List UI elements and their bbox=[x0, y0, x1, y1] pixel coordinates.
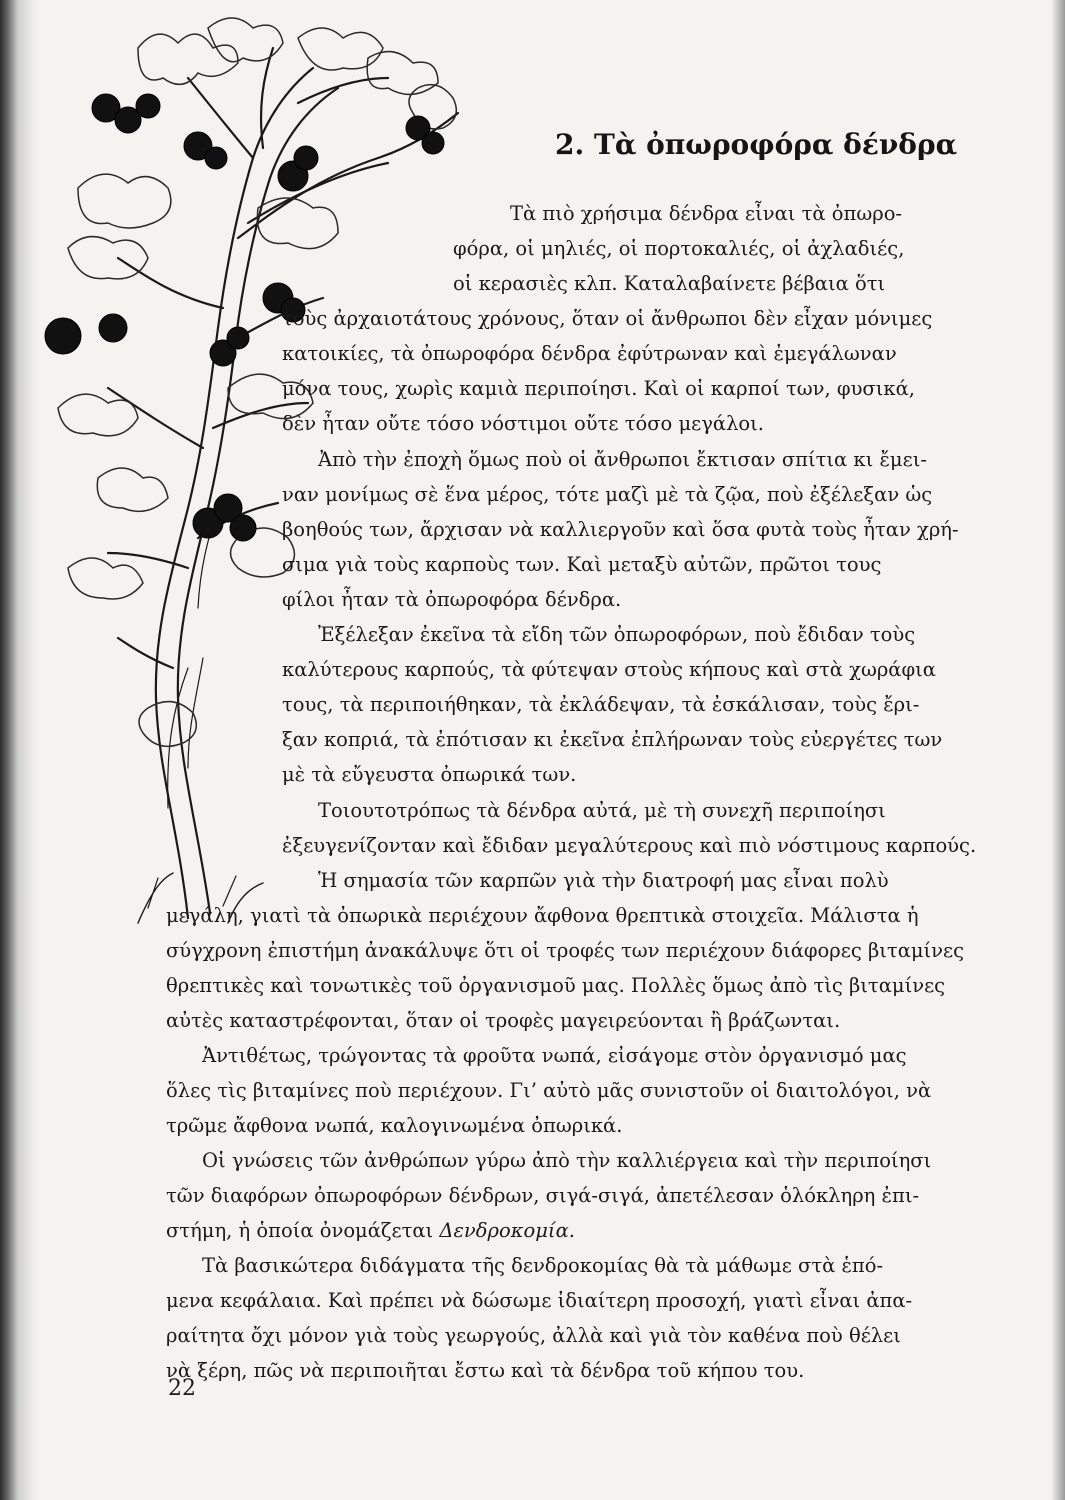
body-line: Ἀντιθέτως, τρώγοντας τὰ φροῦτα νωπά, εἰσάγομε στὸν ὀργανισμό μας bbox=[202, 1044, 907, 1067]
body-line: τρῶμε ἄφθονα νωπά, καλογινωμένα ὀπωρικά. bbox=[166, 1114, 623, 1137]
body-line: ὅλες τὶς βιταμίνες ποὺ περιέχουν. Γι’ αὐτὸ μᾶς συνιστοῦν οἱ διαιτολόγοι, νὰ bbox=[166, 1079, 932, 1102]
page-right-shadow bbox=[1051, 0, 1065, 1500]
body-line: καλύτερους καρπούς, τὰ φύτεψαν στοὺς κήπους καὶ στὰ χωράφια bbox=[282, 658, 936, 681]
body-line: βοηθούς των, ἄρχισαν νὰ καλλιεργοῦν καὶ ὅσα φυτὰ τοὺς ἦταν χρή- bbox=[282, 518, 959, 541]
body-line: δὲν ἦταν οὔτε τόσο νόστιμοι οὔτε τόσο μεγάλοι. bbox=[282, 412, 765, 435]
body-line: τους, τὰ περιποιήθηκαν, τὰ ἐκλάδεψαν, τὰ ἐσκάλισαν, τοὺς ἔρι- bbox=[282, 693, 920, 716]
page-number: 22 bbox=[168, 1376, 196, 1401]
body-line: Τὰ βασικώτερα διδάγματα τῆς δενδροκομίας θὰ τὰ μάθωμε στὰ ἑπό- bbox=[202, 1254, 884, 1277]
body-line: ναν μονίμως σὲ ἕνα μέρος, τότε μαζὶ μὲ τὰ ζῷα, ποὺ ἐξέλεξαν ὡς bbox=[282, 483, 933, 506]
body-line: μὲ τὰ εὔγευστα ὀπωρικά των. bbox=[282, 763, 577, 786]
body-line: τοὺς ἀρχαιοτάτους χρόνους, ὅταν οἱ ἄνθρωποι δὲν εἶχαν μόνιμες bbox=[282, 307, 933, 330]
body-line: Τοιουτοτρόπως τὰ δένδρα αὐτά, μὲ τὴ συνεχῆ περιποίησι bbox=[318, 799, 886, 822]
body-line: ραίτητα ὄχι μόνον γιὰ τοὺς γεωργούς, ἀλλὰ καὶ γιὰ τὸν καθένα ποὺ θέλει bbox=[166, 1324, 901, 1347]
body-line: οἱ κερασιὲς κλπ. Καταλαβαίνετε βέβαια ὅτι bbox=[453, 272, 886, 295]
body-line: φόρα, οἱ μηλιές, οἱ πορτοκαλιές, οἱ ἀχλαδιές, bbox=[453, 237, 905, 260]
body-line: σύγχρονη ἐπιστήμη ἀνακάλυψε ὅτι οἱ τροφές των περιέχουν διάφορες βιταμίνες bbox=[166, 939, 965, 962]
body-line bbox=[166, 1217, 1010, 1245]
body-line: τῶν διαφόρων ὀπωροφόρων δένδρων, σιγά-σιγά, ἀπετέλεσαν ὁλόκληρη ἐπι- bbox=[166, 1184, 920, 1207]
body-line: Ἐξέλεξαν ἐκεῖνα τὰ εἴδη τῶν ὀπωροφόρων, ποὺ ἔδιδαν τοὺς bbox=[318, 623, 916, 646]
body-line: νὰ ξέρη, πῶς νὰ περιποιῆται ἔστω καὶ τὰ δένδρα τοῦ κήπου του. bbox=[166, 1359, 805, 1382]
body-line-text: στήμη, ἡ ὁποία ὀνομάζεται bbox=[166, 1219, 434, 1242]
body-line: Ἀπὸ τὴν ἐποχὴ ὅμως ποὺ οἱ ἄνθρωποι ἔκτισαν σπίτια κι ἔμει- bbox=[318, 448, 927, 471]
italic-term: Δενδροκομία. bbox=[439, 1219, 575, 1242]
body-line: Οἱ γνώσεις τῶν ἀνθρώπων γύρω ἀπὸ τὴν καλλιέργεια καὶ τὴν περιποίησι bbox=[202, 1149, 932, 1172]
body-line: μόνα τους, χωρὶς καμιὰ περιποίησι. Καὶ οἱ καρποί των, φυσικά, bbox=[282, 377, 915, 400]
page-stack-edge bbox=[0, 0, 40, 1500]
body-line: κατοικίες, τὰ ὀπωροφόρα δένδρα ἐφύτρωναν καὶ ἐμεγάλωναν bbox=[282, 342, 897, 365]
body-line: μεγάλη, γιατὶ τὰ ὀπωρικὰ περιέχουν ἄφθονα θρεπτικὰ στοιχεῖα. Μάλιστα ἡ bbox=[166, 904, 919, 927]
body-line: ἐξευγενίζονταν καὶ ἔδιδαν μεγαλύτερους καὶ πιὸ νόστιμους καρπούς. bbox=[282, 834, 977, 857]
body-line: Τὰ πιὸ χρήσιμα δένδρα εἶναι τὰ ὀπωρο- bbox=[510, 202, 903, 225]
body-line: θρεπτικὲς καὶ τονωτικὲς τοῦ ὀργανισμοῦ μας. Πολλὲς ὅμως ἀπὸ τὶς βιταμίνες bbox=[166, 974, 946, 997]
body-line: αὐτὲς καταστρέφονται, ὅταν οἱ τροφὲς μαγειρεύονται ἢ βράζωνται. bbox=[166, 1009, 841, 1032]
body-line: ξαν κοπριά, τὰ ἐπότισαν κι ἐκεῖνα ἐπλήρωναν τοὺς εὐεργέτες των bbox=[282, 728, 943, 751]
body-line: φίλοι ἦταν τὰ ὀπωροφόρα δένδρα. bbox=[282, 588, 622, 611]
body-line: σιμα γιὰ τοὺς καρποὺς των. Καὶ μεταξὺ αὐτῶν, πρῶτοι τους bbox=[282, 553, 882, 576]
chapter-title: 2. Τὰ ὀπωροφόρα δένδρα bbox=[555, 128, 958, 161]
body-line: Ἡ σημασία τῶν καρπῶν γιὰ τὴν διατροφή μας εἶναι πολὺ bbox=[318, 869, 889, 892]
body-line: μενα κεφάλαια. Καὶ πρέπει νὰ δώσωμε ἰδιαίτερη προσοχή, γιατὶ εἶναι ἀπα- bbox=[166, 1289, 913, 1312]
